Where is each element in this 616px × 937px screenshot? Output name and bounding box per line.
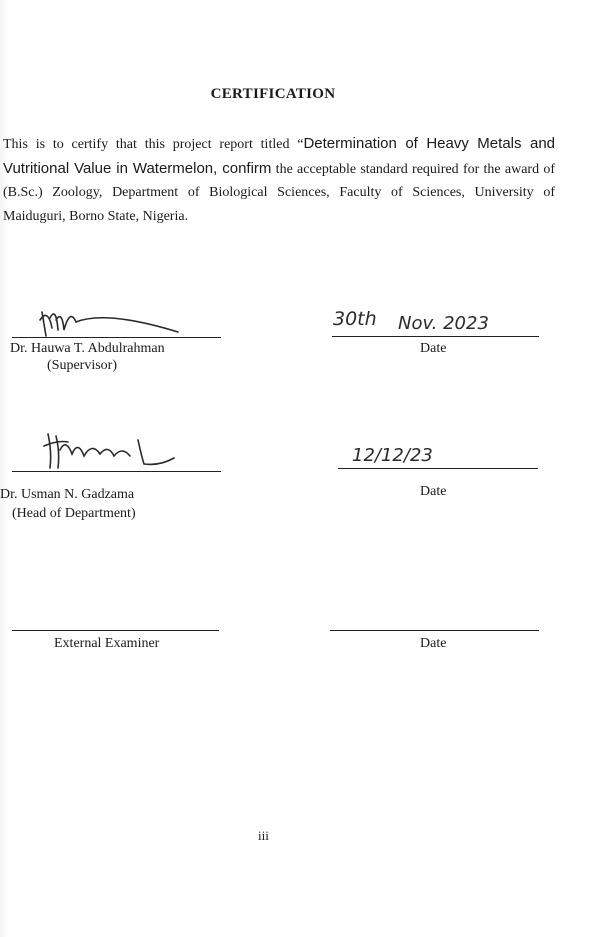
hod-handwritten-date: 12/12/23 [352,445,433,466]
project-title: Determination of Heavy Metals and Vutritional Value in Watermelon, confirm [3,135,555,177]
supervisor-date-day: 30th [333,308,377,330]
hod-name: Dr. Usman N. Gadzama [0,487,135,502]
body-part-3: the acceptable standard required for the award of (B.Sc.) Zoology, Department of Biological Sciences, Faculty of Sciences, University of Maiduguri, Borno State, Nigeria. [3,161,555,224]
hod-signature [42,428,182,472]
supervisor-signature [36,300,186,342]
supervisor-date-line [332,336,539,337]
supervisor-signature-line [12,337,221,338]
page-title: CERTIFICATION [210,86,336,102]
external-examiner-label: External Examiner [54,636,160,651]
supervisor-date-label: Date [420,341,447,356]
supervisor-role: (Supervisor) [47,358,117,373]
supervisor-name: Dr. Hauwa T. Abdulrahman [10,341,165,356]
hod-signature-line [12,471,221,472]
external-signature-line [12,630,219,631]
certification-paragraph [3,132,555,228]
supervisor-date-rest: Nov. 2023 [398,313,489,334]
body-part-1: This is to certify that this project report titled “ [3,137,304,152]
hod-role: (Head of Department) [12,506,136,521]
hod-date-label: Date [420,484,447,499]
external-date-label: Date [420,636,447,651]
hod-date-line [338,468,538,469]
external-date-line [330,630,539,631]
page-number: iii [258,828,269,843]
